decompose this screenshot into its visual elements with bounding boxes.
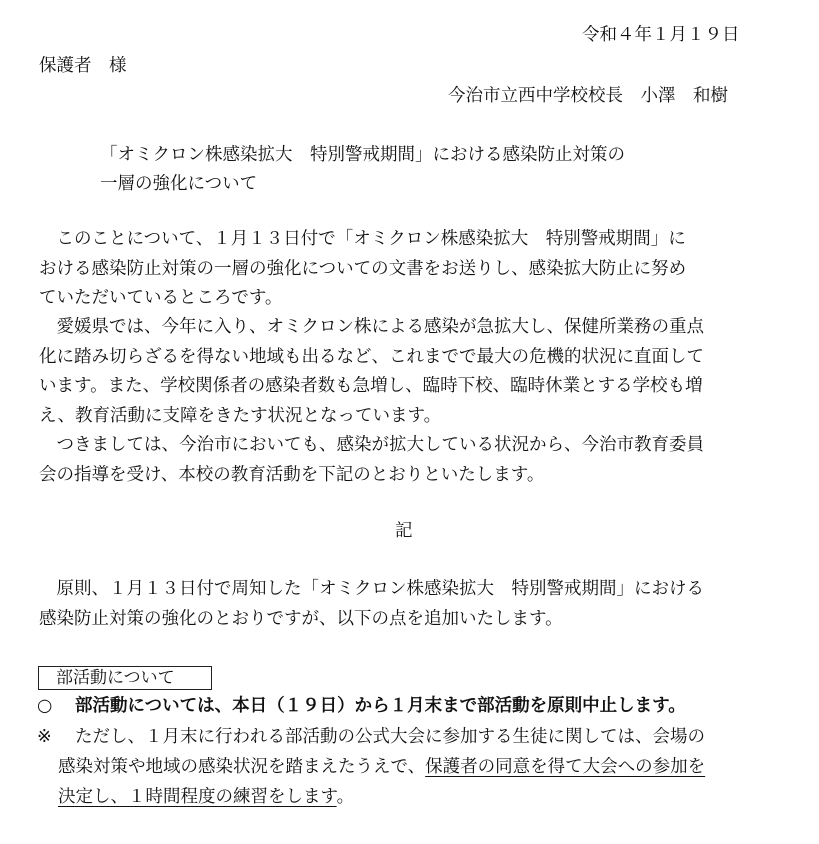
paragraph-line: え、教育活動に支障をきたす状況となっています。 — [39, 405, 442, 426]
note-line-1: ただし、１月末に行われる部活動の公式大会に参加する生徒に関しては、会場の — [75, 727, 705, 747]
paragraph-3 — [39, 431, 784, 490]
title-line-1: 「オミクロン株感染拡大 特別警戒期間」における感染防止対策の — [100, 145, 625, 165]
paragraph-line: 感染防止対策の強化のとおりですが、以下の点を追加いたします。 — [39, 608, 563, 629]
paragraph-line: ていただいているところです。 — [39, 288, 283, 308]
paragraph-line: 原則、１月１３日付で周知した「オミクロン株感染拡大 特別警戒期間」における — [39, 579, 704, 599]
paragraph-2 — [39, 313, 784, 431]
paragraph-line: 会の指導を受け、本校の教育活動を下記のとおりといたします。 — [39, 464, 545, 485]
club-suspension-notice: 部活動については、本日（１９日）から１月末まで部活動を原則中止します。 — [75, 696, 686, 716]
principle-paragraph — [39, 575, 784, 634]
sender: 今治市立西中学校校長 小澤 和樹 — [448, 86, 728, 106]
paragraph-line: 愛媛県では、今年に入り、オミクロン株による感染が急拡大し、保健所業務の重点 — [39, 317, 704, 337]
section-heading-box: 部活動について — [38, 666, 212, 690]
title-line-2: 一層の強化について — [100, 174, 258, 194]
recipient: 保護者 様 — [39, 56, 127, 76]
ki-marker: 記 — [395, 521, 413, 541]
document-date: 令和４年１月１９日 — [582, 25, 740, 45]
note-line-3-underlined: 決定し、１時間程度の練習をします — [58, 787, 337, 807]
paragraph-line: います。また、学校関係者の感染者数も急増し、臨時下校、臨時休業とする学校も増 — [39, 376, 703, 396]
note-line-3-end: 。 — [336, 787, 355, 807]
paragraph-line: おける感染防止対策の一層の強化についての文書をお送りし、感染拡大防止に努め — [39, 258, 687, 279]
note-line-2-plain: 感染対策や地域の感染状況を踏まえたうえで、 — [58, 757, 426, 777]
paragraph-line: このことについて、１月１３日付で「オミクロン株感染拡大 特別警戒期間」に — [39, 229, 686, 249]
bullet-circle: ○ — [37, 696, 53, 716]
note-line-2 — [58, 759, 705, 777]
note-mark: ※ — [37, 727, 52, 747]
note-line-3 — [58, 789, 354, 807]
paragraph-line: つきましては、今治市においても、感染が拡大している状況から、今治市教育委員 — [39, 435, 704, 455]
paragraph-1 — [39, 225, 784, 314]
note-line-2-underlined: 保護者の同意を得て大会への参加を — [425, 757, 706, 777]
paragraph-line: 化に踏み切らざるを得ない地域も出るなど、これまでで最大の危機的状況に直面して — [39, 346, 704, 367]
